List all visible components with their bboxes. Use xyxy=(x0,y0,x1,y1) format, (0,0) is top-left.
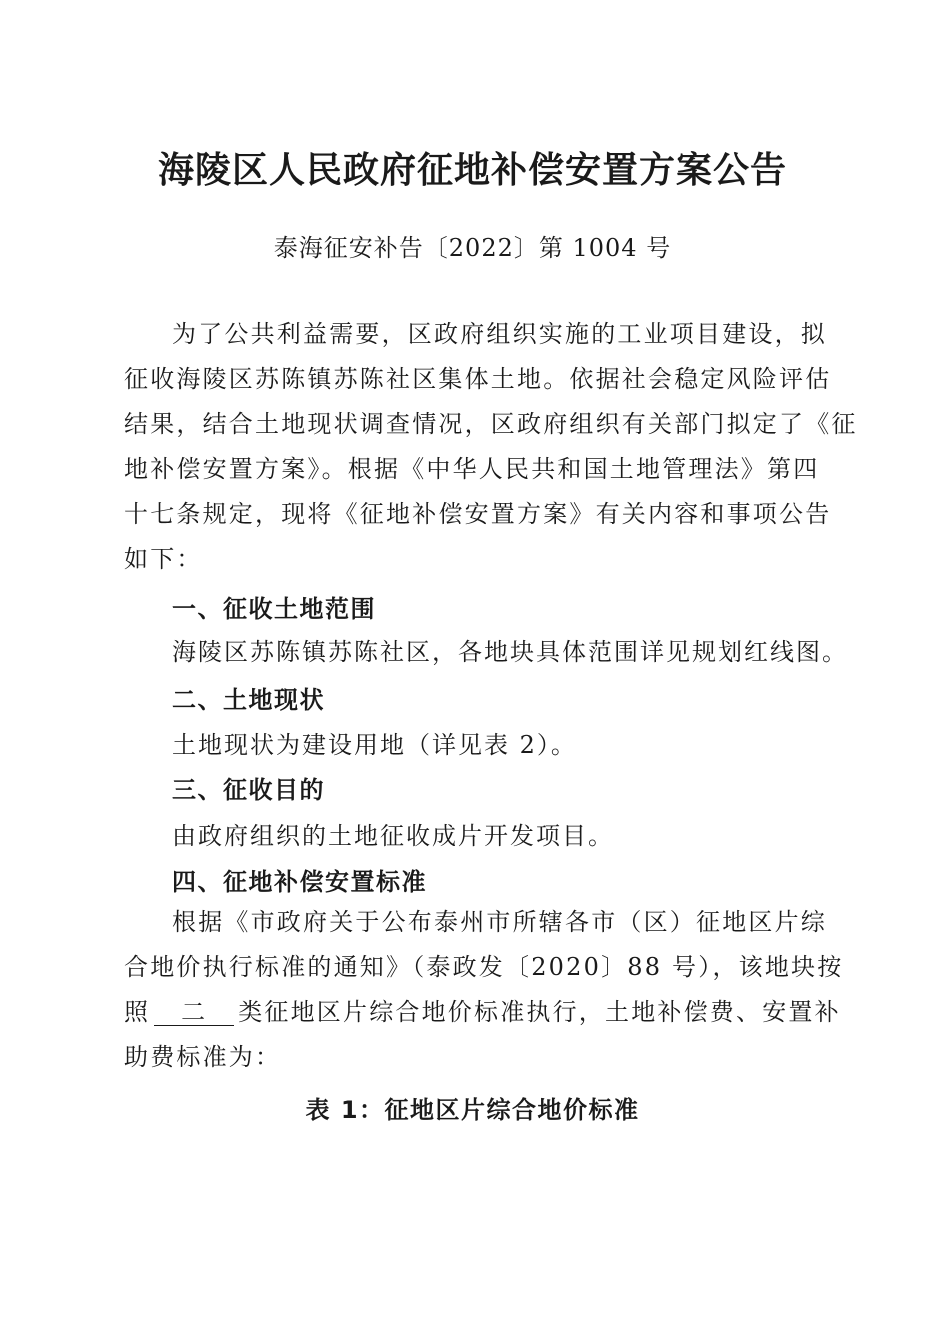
intro-line: 十七条规定，现将《征地补偿安置方案》有关内容和事项公告 xyxy=(124,500,832,528)
section-heading-status: 二、土地现状 xyxy=(172,686,325,714)
intro-paragraph xyxy=(124,312,858,582)
section-body-purpose: 由政府组织的土地征收成片开发项目。 xyxy=(172,822,614,850)
intro-line: 为了公共利益需要，区政府组织实施的工业项目建设，拟 xyxy=(172,320,827,348)
document-number: 泰海征安补告〔2022〕第 1004 号 xyxy=(273,234,672,262)
intro-line: 结果，结合土地现状调查情况，区政府组织有关部门拟定了《征 xyxy=(124,410,858,438)
section-heading-purpose: 三、征收目的 xyxy=(172,776,325,804)
section-heading-standard: 四、征地补偿安置标准 xyxy=(172,868,427,896)
standard-line-prefix: 照 xyxy=(124,998,151,1026)
table-caption: 表 1：征地区片综合地价标准 xyxy=(305,1096,640,1124)
category-blank: 二 xyxy=(154,999,234,1026)
standard-line xyxy=(124,990,841,1035)
section-body-scope: 海陵区苏陈镇苏陈社区，各地块具体范围详见规划红线图。 xyxy=(172,638,848,666)
intro-line: 如下： xyxy=(124,545,203,573)
standard-line: 助费标准为： xyxy=(124,1043,282,1071)
standard-paragraph xyxy=(124,900,844,1080)
section-heading-scope: 一、征收土地范围 xyxy=(172,595,376,623)
page-title: 海陵区人民政府征地补偿安置方案公告 xyxy=(157,150,787,191)
standard-line: 合地价执行标准的通知》（泰政发〔2020〕88 号），该地块按 xyxy=(124,953,844,981)
section-body-status: 土地现状为建设用地（详见表 2）。 xyxy=(172,731,577,759)
standard-line-suffix: 类征地区片综合地价标准执行，土地补偿费、安置补 xyxy=(238,998,841,1026)
intro-line: 征收海陵区苏陈镇苏陈社区集体土地。依据社会稳定风险评估 xyxy=(124,365,832,393)
standard-line: 根据《市政府关于公布泰州市所辖各市（区）征地区片综 xyxy=(172,908,827,936)
intro-line: 地补偿安置方案》。根据《中华人民共和国土地管理法》第四 xyxy=(124,455,820,483)
